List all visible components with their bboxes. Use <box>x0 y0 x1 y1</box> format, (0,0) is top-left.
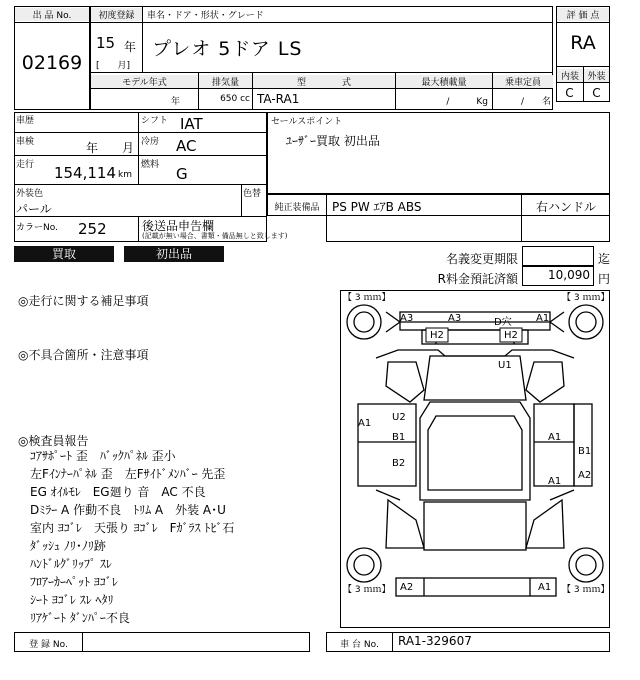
recolor-label: 色替 <box>243 189 262 199</box>
displacement-label: 排気量 <box>199 75 252 88</box>
inspector-line: 左Fｲﾝﾅｰﾊﾟﾈﾙ 歪 左Fｻｲﾄﾞﾒﾝﾊﾞｰ 先歪 <box>30 467 226 481</box>
inspector-line: 室内 ﾖｺﾞﾚ 天張り ﾖｺﾞﾚ Fｶﾞﾗｽ ﾄﾋﾞ石 <box>30 521 235 535</box>
lot-label: 出 品 No. <box>15 8 89 21</box>
capacity-value: / 名 <box>520 97 551 107</box>
interior-grade: C <box>565 86 574 100</box>
inspector-line: ﾌﾛｱｰｶｰﾍﾟｯﾄ ﾖｺﾞﾚ <box>30 575 118 589</box>
mark-front-hole: D穴 <box>494 317 512 328</box>
name-change-unit: 迄 <box>598 252 611 266</box>
fuel-value: G <box>176 165 188 183</box>
purchase-badge: 買取 <box>14 246 114 262</box>
model-year-unit: 年 <box>170 97 180 107</box>
mark-u2: U2 <box>392 412 406 423</box>
mark-right-b1: B1 <box>578 446 592 457</box>
first-reg-label: 初度登録 <box>91 8 142 21</box>
mark-left-fender: A1 <box>358 418 372 429</box>
car-diagram <box>340 290 610 628</box>
inspector-line: ｺｱｻﾎﾟｰﾄ 歪 ﾊﾞｯｸﾊﾟﾈﾙ 歪小 <box>30 449 176 463</box>
mileage-value: 154,114 <box>53 164 116 182</box>
inspector-line: ﾘｱｹﾞｰﾄ ﾀﾞﾝﾊﾟｰ不良 <box>30 611 130 625</box>
inspection-value: 年 月 <box>86 141 135 155</box>
equipment-value: PS PW ｴｱB ABS <box>332 200 422 214</box>
docs-note: (記載が無い場合、書類・備品無しと致します) <box>142 232 288 240</box>
docs-label: 後送品申告欄 <box>142 219 215 233</box>
mark-right-rear-door: A1 <box>548 476 562 487</box>
interior-label: 内装 <box>557 69 583 82</box>
recycle-label: R料金預託済額 <box>437 272 518 286</box>
name-change-label: 名義変更期限 <box>445 252 518 266</box>
reg-no-label: 登 録 No. <box>29 640 68 650</box>
inspector-title: ◎検査員報告 <box>18 434 89 448</box>
inspection-label: 車検 <box>16 137 35 147</box>
month-unit: [ 月] <box>96 61 131 71</box>
grade-value: RA <box>570 32 596 54</box>
mark-front-mid: A3 <box>448 313 462 324</box>
name-label: 車名・ドア・形状・グレード <box>147 11 264 21</box>
equipment-label: 純正装備品 <box>274 203 320 213</box>
lot-number: 02169 <box>21 52 83 74</box>
year-unit: 年 <box>124 40 137 54</box>
chassis-number: RA1-329607 <box>398 634 472 648</box>
tread-fr-label: 【 3 ｍｍ】 <box>562 293 610 303</box>
color-no-label: カラーNo. <box>16 223 58 233</box>
inspector-line: ﾀﾞｯｼｭ ﾉﾘ･ﾉﾘ跡 <box>30 539 106 553</box>
mileage-unit: km <box>118 170 132 180</box>
mark-right-front-door: A1 <box>548 432 562 443</box>
name-change-box <box>522 246 594 266</box>
mark-front-right: A1 <box>536 313 550 324</box>
inspector-line: Dﾐﾗｰ A 作動不良 ﾄﾘﾑ A 外装 A･U <box>30 503 226 517</box>
recycle-amount: 10,090 <box>548 268 590 282</box>
capacity-label: 乗車定員 <box>493 75 553 88</box>
mark-b2-door: B2 <box>392 458 406 469</box>
mark-b1-door: B1 <box>392 432 406 443</box>
mark-h2-left: H2 <box>430 330 444 341</box>
tread-rl-label: 【 3 ｍｍ】 <box>343 585 391 595</box>
exterior-grade: C <box>592 86 601 100</box>
inspector-line: EG ｵｲﾙﾓﾚ EG廻り 音 AC 不良 <box>30 485 206 499</box>
equipment-extra-box <box>326 216 610 242</box>
recycle-unit: 円 <box>598 272 611 286</box>
first-listing-badge: 初出品 <box>124 246 224 262</box>
driving-notes-title: ◎走行に関する補足事項 <box>18 294 149 308</box>
grade-label: 評 価 点 <box>557 8 609 21</box>
mark-front-left: A3 <box>400 313 414 324</box>
tread-rr-label: 【 3 ｍｍ】 <box>562 585 610 595</box>
mileage-label: 走行 <box>16 160 35 170</box>
color-no-value: 252 <box>78 220 107 238</box>
exterior-label: 外装 <box>584 69 609 82</box>
car-name: プレオ 5ドア LS <box>152 38 303 60</box>
exterior-color-value: パール <box>16 202 52 216</box>
max-load-value: / Kg <box>446 97 488 107</box>
history-label: 車歴 <box>16 116 35 126</box>
defect-notes-title: ◎不具合箇所・注意事項 <box>18 348 149 362</box>
exterior-color-label: 外装色 <box>16 189 44 199</box>
sales-point-label: セールスポイント <box>271 117 343 127</box>
inspector-line: ｼｰﾄ ﾖｺﾞﾚ ｽﾚ ﾍﾀﾘ <box>30 593 114 607</box>
mark-h2-right: H2 <box>504 330 518 341</box>
inspector-line: ﾊﾝﾄﾞﾙｸﾞﾘｯﾌﾟ ｽﾚ <box>30 557 112 571</box>
model-code-value: TA-RA1 <box>257 92 300 106</box>
first-reg-year: 15 <box>96 34 116 52</box>
steering-value: 右ハンドル <box>535 200 596 214</box>
shift-value: IAT <box>180 115 203 133</box>
fuel-label: 燃料 <box>141 160 160 170</box>
displacement-value: 650 cc <box>220 94 250 104</box>
model-code-label: 型 式 <box>253 75 395 88</box>
mark-right-a2: A2 <box>578 470 592 481</box>
sales-point-value: ﾕｰｻﾞｰ買取 初出品 <box>286 134 380 148</box>
max-load-label: 最大積載量 <box>396 75 492 88</box>
aircon-label: 冷房 <box>141 137 160 147</box>
shift-label: シフト <box>141 116 169 126</box>
tread-fl-label: 【 3 ｍｍ】 <box>343 293 391 303</box>
model-year-label: モデル年式 <box>91 75 198 88</box>
chassis-label: 車 台 No. <box>340 640 379 650</box>
mark-u1: U1 <box>498 360 512 371</box>
aircon-value: AC <box>176 137 197 155</box>
mark-rear-left: A2 <box>400 582 414 593</box>
mark-rear-right: A1 <box>538 582 552 593</box>
